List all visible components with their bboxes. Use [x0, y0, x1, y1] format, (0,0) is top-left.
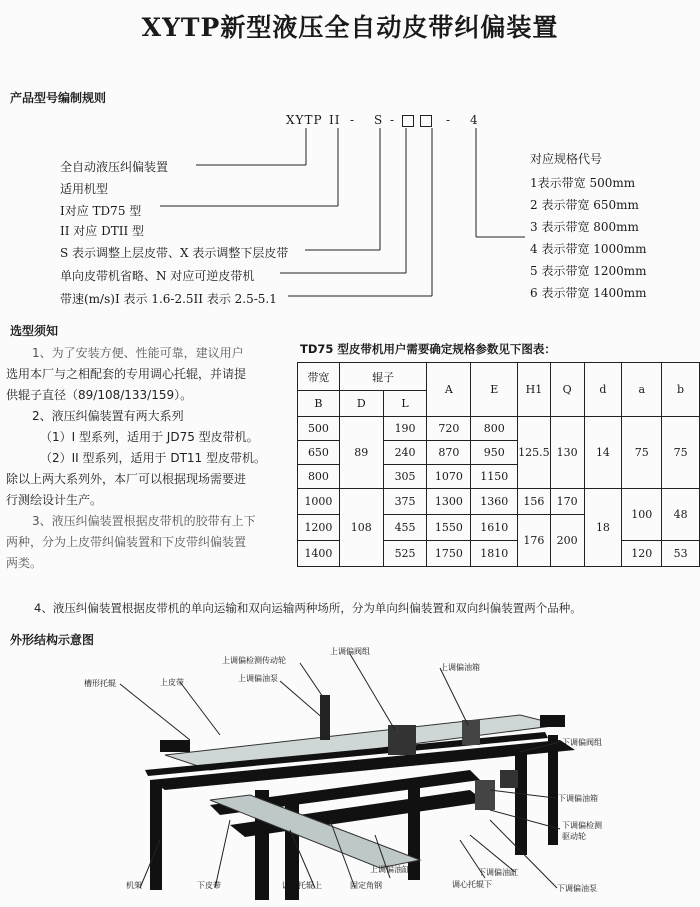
- cell-A: 1750: [427, 541, 471, 567]
- page-title: XYTP新型液压全自动皮带纠偏装置: [141, 13, 559, 42]
- rule-line: I对应 TD75 型: [60, 204, 142, 218]
- cell-b: 75: [662, 417, 700, 489]
- cell-E: 1610: [471, 515, 518, 541]
- cell-E: 1150: [471, 465, 518, 489]
- header-H1: H1: [518, 363, 551, 417]
- cell-A: 720: [427, 417, 471, 441]
- code-series: II: [329, 113, 341, 127]
- section-title-model-rules: 产品型号编制规则: [10, 91, 107, 105]
- rule-line: 单向皮带机省略、N 对应可逆皮带机: [60, 269, 255, 283]
- cell-A: 870: [427, 441, 471, 465]
- code-size: 4: [470, 113, 479, 127]
- cell-L: 305: [383, 465, 427, 489]
- header-B: B: [298, 391, 340, 417]
- code-prefix: XYTP: [286, 113, 323, 127]
- label-up-valve: 上调偏阀组: [330, 647, 370, 656]
- rule-line: 适用机型: [60, 182, 109, 196]
- cell-L: 240: [383, 441, 427, 465]
- cell-A: 1070: [427, 465, 471, 489]
- cell-E: 800: [471, 417, 518, 441]
- label-upper-belt: 上皮带: [160, 678, 184, 687]
- cell-E: 950: [471, 441, 518, 465]
- cell-a: 75: [622, 417, 662, 489]
- label-down-cylinder: 下调偏油缸: [478, 868, 518, 877]
- label-down-tank: 下调偏油箱: [558, 794, 598, 803]
- label-up-pump: 上调偏油泵: [238, 674, 278, 683]
- label-center-idler-lower: 调心托辊下: [452, 880, 492, 889]
- rule-line: 带速(m/s)I 表示 1.6-2.5II 表示 2.5-5.1: [60, 292, 277, 306]
- cell-H1: 125.5: [518, 417, 551, 489]
- cell-a: 100: [622, 489, 662, 541]
- down-tank-shape: [475, 780, 495, 810]
- cell-L: 190: [383, 417, 427, 441]
- down-valve-shape: [500, 770, 518, 788]
- note-3: 两类。: [6, 556, 43, 570]
- label-groove-idler: 槽形托辊: [84, 679, 116, 688]
- cell-A: 1300: [427, 489, 471, 515]
- header-d: d: [584, 363, 622, 417]
- label-down-pump: 下调偏油泵: [557, 884, 597, 893]
- label-up-tank: 上调偏油箱: [440, 663, 480, 672]
- cell-B: 1400: [298, 541, 340, 567]
- header-L: L: [383, 391, 427, 417]
- frame-leg: [515, 745, 527, 855]
- cell-E: 1810: [471, 541, 518, 567]
- frame-leg: [150, 780, 162, 890]
- label-down-detect-wheel: 驱动轮: [562, 832, 586, 841]
- spec-code: 5 表示带宽 1200mm: [530, 264, 647, 278]
- rule-line: 全自动液压纠偏装置: [60, 160, 169, 174]
- up-valve-shape: [388, 725, 416, 755]
- spec-code: 4 表示带宽 1000mm: [530, 242, 647, 256]
- cell-B: 1000: [298, 489, 340, 515]
- cell-Q: 200: [550, 515, 584, 567]
- code-sep: -: [390, 113, 396, 127]
- note-4: 4、液压纠偏装置根据皮带机的单向运输和双向运输两种场所，分为单向纠偏装置和双向纠偏装置两个品种。: [34, 601, 582, 615]
- spec-code: 1表示带宽 500mm: [530, 176, 636, 190]
- cell-B: 650: [298, 441, 340, 465]
- cell-E: 1360: [471, 489, 518, 515]
- cell-L: 375: [383, 489, 427, 515]
- note-1: 1、为了安装方便、性能可靠，建议用户: [32, 346, 244, 360]
- note-3: 两种，分为上皮带纠偏装置和下皮带纠偏装置: [6, 535, 247, 549]
- code-sep: -: [350, 113, 356, 127]
- note-2c: 除以上两大系列外，本厂可以根据现场需要进: [6, 472, 247, 486]
- rule-line: II 对应 DTII 型: [60, 224, 145, 238]
- note-1: 供辊子直径（89/108/133/159）。: [6, 388, 193, 402]
- cell-B: 500: [298, 417, 340, 441]
- cell-L: 455: [383, 515, 427, 541]
- cell-A: 1550: [427, 515, 471, 541]
- cell-b: 53: [662, 541, 700, 567]
- table-caption: TD75 型皮带机用户需要确定规格参数见下图表：: [300, 342, 556, 356]
- label-lower-belt: 下皮带: [197, 881, 221, 890]
- spec-code: 6 表示带宽 1400mm: [530, 286, 647, 300]
- spec-code: 3 表示带宽 800mm: [530, 220, 639, 234]
- cell-b: 48: [662, 489, 700, 541]
- label-fixed-angle: 固定角钢: [350, 881, 382, 890]
- header-E: E: [471, 363, 518, 417]
- rule-line: S 表示调整上层皮带、X 表示调整下层皮带: [60, 246, 289, 260]
- spec-code: 2 表示带宽 650mm: [530, 198, 639, 212]
- header-roller: 辊子: [339, 363, 427, 391]
- header-a: a: [622, 363, 662, 417]
- cell-L: 525: [383, 541, 427, 567]
- idler-frame: [160, 740, 190, 752]
- cell-B: 800: [298, 465, 340, 489]
- spec-code-title: 对应规格代号: [530, 152, 603, 166]
- note-2: 2、液压纠偏装置有两大系列: [32, 409, 184, 423]
- note-1: 选用本厂与之相配套的专用调心托辊，并请提: [6, 367, 247, 381]
- note-2b: （2）II 型系列，适用于 DT11 型皮带机。: [40, 451, 266, 465]
- header-width: 带宽: [298, 363, 340, 391]
- note-2c: 行测绘设计生产。: [6, 493, 103, 507]
- label-center-idler-upper: 调心托辊上: [282, 881, 322, 890]
- header-D: D: [339, 391, 383, 417]
- header-A: A: [427, 363, 471, 417]
- idler-frame: [540, 715, 565, 727]
- label-down-valve: 下调偏阀组: [562, 738, 602, 747]
- cell-a: 120: [622, 541, 662, 567]
- up-tank-shape: [462, 720, 480, 745]
- selection-notes: [6, 343, 292, 574]
- cell-d: 18: [584, 489, 622, 567]
- label-frame: 机架: [126, 881, 142, 890]
- code-sep: -: [446, 113, 452, 127]
- cell-Q: 130: [550, 417, 584, 489]
- cell-H1: 156: [518, 489, 551, 515]
- cell-D: 108: [339, 489, 383, 567]
- note-2a: （1）I 型系列，适用于 JD75 型皮带机。: [40, 430, 259, 444]
- label-up-detect-wheel: 上调偏检测传动轮: [222, 656, 286, 665]
- section-title-structure: 外形结构示意图: [10, 633, 95, 647]
- cell-H1: 176: [518, 515, 551, 567]
- cell-B: 1200: [298, 515, 340, 541]
- section-title-selection: 选型须知: [10, 324, 59, 338]
- header-Q: Q: [550, 363, 584, 417]
- label-up-cylinder: 上调偏油缸: [370, 865, 410, 874]
- code-adjust: S: [374, 113, 384, 127]
- cell-d: 14: [584, 417, 622, 489]
- note-3: 3、液压纠偏装置根据皮带机的胶带有上下: [32, 514, 256, 528]
- label-down-detect-wheel: 下调偏检测: [562, 821, 602, 830]
- header-b: b: [662, 363, 700, 417]
- cell-Q: 170: [550, 489, 584, 515]
- spec-table: [297, 362, 700, 567]
- cell-D: 89: [339, 417, 383, 489]
